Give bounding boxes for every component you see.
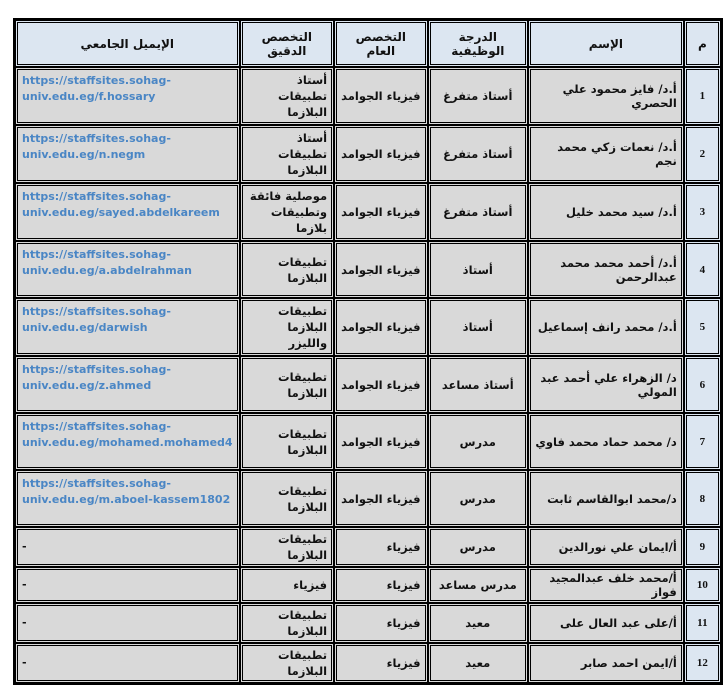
table-row [15, 241, 721, 298]
cell-num: 3 [684, 183, 721, 241]
cell-email[interactable]: https://staffsites.sohag-univ.edu.eg/sayed.abdelkareem [15, 183, 240, 241]
cell-rank: معيد [428, 603, 528, 643]
cell-general: فيزياء الجوامد [334, 241, 427, 298]
header-general: التخصص العام [334, 20, 427, 67]
cell-rank: معيد [428, 643, 528, 683]
table-row [15, 603, 721, 643]
cell-general: فيزياء [334, 643, 427, 683]
cell-num: 4 [684, 241, 721, 298]
cell-name: د/ محمد حماد محمد فاوي [528, 413, 684, 470]
header-email: الإيميل الجامعي [15, 20, 240, 67]
cell-sub: موصلية فائقة وتطبيقات بلازما [240, 183, 335, 241]
header-sub: التخصص الدقيق [240, 20, 335, 67]
cell-num: 11 [684, 603, 721, 643]
table-row [15, 67, 721, 125]
cell-name: أ/ايمن احمد صابر [528, 643, 684, 683]
table-row [15, 643, 721, 683]
table-row [15, 527, 721, 567]
cell-name: أ/على عبد العال على [528, 603, 684, 643]
cell-rank: مدرس مساعد [428, 567, 528, 603]
cell-rank: أستاذ متفرغ [428, 125, 528, 183]
cell-num: 1 [684, 67, 721, 125]
cell-name: أ/محمد خلف عبدالمجيد فواز [528, 567, 684, 603]
cell-general: فيزياء الجوامد [334, 183, 427, 241]
cell-email: - [15, 603, 240, 643]
cell-rank: مدرس [428, 413, 528, 470]
cell-email[interactable]: https://staffsites.sohag-univ.edu.eg/m.aboel-kassem1802 [15, 470, 240, 527]
cell-sub: تطبيقات البلازما [240, 603, 335, 643]
cell-email[interactable]: https://staffsites.sohag-univ.edu.eg/mohamed.mohamed4 [15, 413, 240, 470]
cell-sub: تطبيقات البلازما [240, 241, 335, 298]
cell-email[interactable]: https://staffsites.sohag-univ.edu.eg/f.hossary [15, 67, 240, 125]
cell-general: فيزياء [334, 567, 427, 603]
cell-sub: تطبيقات البلازما والليزر [240, 298, 335, 356]
cell-rank: أستاذ [428, 298, 528, 356]
cell-general: فيزياء [334, 527, 427, 567]
cell-num: 8 [684, 470, 721, 527]
cell-sub: تطبيقات البلازما [240, 470, 335, 527]
header-name: الإسم [528, 20, 684, 67]
cell-general: فيزياء الجوامد [334, 125, 427, 183]
table-row [15, 183, 721, 241]
cell-email[interactable]: https://staffsites.sohag-univ.edu.eg/n.negm [15, 125, 240, 183]
cell-num: 9 [684, 527, 721, 567]
cell-general: فيزياء الجوامد [334, 67, 427, 125]
cell-num: 6 [684, 356, 721, 413]
cell-email[interactable]: https://staffsites.sohag-univ.edu.eg/darwish [15, 298, 240, 356]
cell-email: - [15, 567, 240, 603]
cell-email: - [15, 643, 240, 683]
cell-general: فيزياء الجوامد [334, 298, 427, 356]
cell-email[interactable]: https://staffsites.sohag-univ.edu.eg/z.ahmed [15, 356, 240, 413]
cell-sub: فيزياء [240, 567, 335, 603]
cell-name: د/ الزهراء علي أحمد عبد المولي [528, 356, 684, 413]
table-row [15, 413, 721, 470]
cell-general: فيزياء الجوامد [334, 356, 427, 413]
cell-name: أ.د/ محمد رانف إسماعيل [528, 298, 684, 356]
cell-rank: مدرس [428, 527, 528, 567]
header-row [15, 20, 721, 67]
cell-name: أ.د/ سيد محمد خليل [528, 183, 684, 241]
cell-num: 5 [684, 298, 721, 356]
cell-sub: تطبيقات البلازما [240, 527, 335, 567]
table-row [15, 356, 721, 413]
cell-email: - [15, 527, 240, 567]
cell-rank: أستاذ [428, 241, 528, 298]
table-row [15, 567, 721, 603]
cell-rank: أستاذ متفرغ [428, 67, 528, 125]
cell-num: 12 [684, 643, 721, 683]
header-num: م [684, 20, 721, 67]
cell-sub: أستاذ تطبيقات البلازما [240, 67, 335, 125]
header-rank: الدرجة الوظيفية [428, 20, 528, 67]
cell-email[interactable]: https://staffsites.sohag-univ.edu.eg/a.abdelrahman [15, 241, 240, 298]
cell-sub: أستاذ تطبيقات البلازما [240, 125, 335, 183]
cell-num: 10 [684, 567, 721, 603]
cell-name: أ.د/ أحمد محمد محمد عبدالرحمن [528, 241, 684, 298]
cell-rank: أستاذ متفرغ [428, 183, 528, 241]
table-row [15, 125, 721, 183]
cell-sub: تطبيقات البلازما [240, 356, 335, 413]
cell-general: فيزياء [334, 603, 427, 643]
cell-name: أ.د/ فايز محمود علي الحصري [528, 67, 684, 125]
staff-table [13, 18, 723, 685]
cell-sub: تطبيقات البلازما [240, 413, 335, 470]
cell-general: فيزياء الجوامد [334, 413, 427, 470]
cell-name: أ/ايمان علي نورالدين [528, 527, 684, 567]
table-row [15, 298, 721, 356]
cell-num: 7 [684, 413, 721, 470]
cell-num: 2 [684, 125, 721, 183]
cell-general: فيزياء الجوامد [334, 470, 427, 527]
cell-name: د/محمد ابوالقاسم ثابت [528, 470, 684, 527]
cell-rank: أستاذ مساعد [428, 356, 528, 413]
table-row [15, 470, 721, 527]
cell-sub: تطبيقات البلازما [240, 643, 335, 683]
cell-name: أ.د/ نعمات زكي محمد نجم [528, 125, 684, 183]
cell-rank: مدرس [428, 470, 528, 527]
